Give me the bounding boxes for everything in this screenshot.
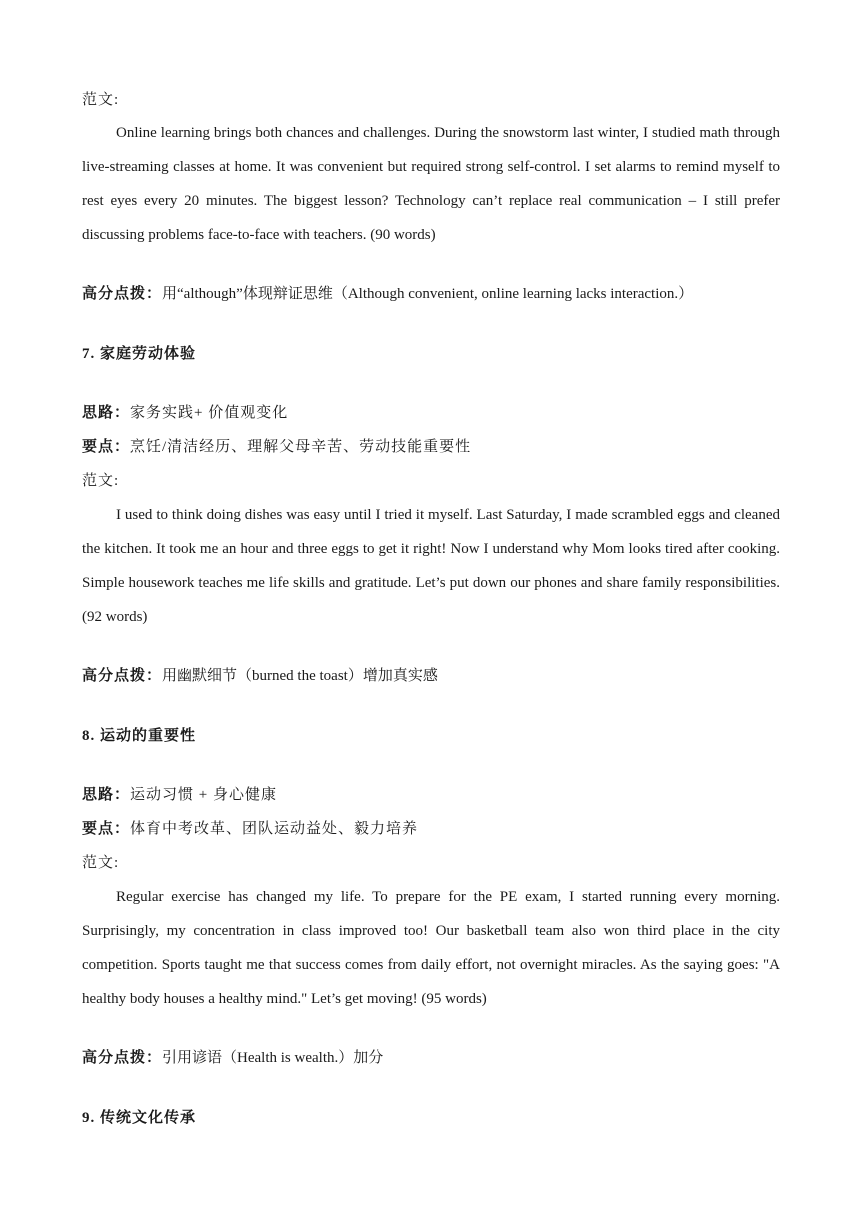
section-heading-8: 8. 运动的重要性 (82, 728, 197, 744)
tip-label: 高分点拨： (82, 668, 163, 684)
silu-label: 思路： (82, 405, 131, 421)
tip-text: 引用谚语（Health is wealth.）加分 (162, 1050, 384, 1066)
yaodian-8 (82, 812, 780, 846)
tip-online-learning (82, 277, 780, 311)
essay-online-learning: Online learning brings both chances and challenges. During the snowstorm last winter, I studied math through live-streaming classes at home. It was convenient but required strong self-control. I set alarms to remind myself to rest eyes every 20 minutes. The biggest lesson? Technology can’t replace real communication – I still prefer discussing problems face-to-face with teachers. (90 words) (82, 125, 780, 243)
yaodian-text: 烹饪/清洁经历、理解父母辛苦、劳动技能重要性 (130, 439, 472, 455)
silu-text: 家务实践+ 价值观变化 (130, 405, 289, 421)
silu-8 (82, 778, 780, 812)
section-heading-9: 9. 传统文化传承 (82, 1110, 197, 1126)
yaodian-label: 要点： (82, 439, 131, 455)
essay-exercise: Regular exercise has changed my life. To prepare for the PE exam, I started running every morning. Surprisingly, my concentration in class improved too! Our basketball team also won third place in the city competition. Sports taught me that success comes from daily effort, not overnight miracles. As the saying goes: "A healthy body houses a healthy mind." Let’s get moving! (95 words) (82, 889, 780, 1007)
silu-text: 运动习惯 + 身心健康 (130, 787, 277, 803)
fanwen-label: 范文: (82, 92, 120, 108)
silu-label: 思路： (82, 787, 131, 803)
tip-text: 用幽默细节（burned the toast）增加真实感 (162, 668, 438, 684)
yaodian-text: 体育中考改革、团队运动益处、毅力培养 (130, 821, 419, 837)
yaodian-7 (82, 430, 780, 464)
section-heading-7: 7. 家庭劳动体验 (82, 346, 197, 362)
yaodian-label: 要点： (82, 821, 131, 837)
essay-housework: I used to think doing dishes was easy until I tried it myself. Last Saturday, I made scrambled eggs and cleaned the kitchen. It took me an hour and three eggs to get it right! Now I understand why Mom looks tired after cooking. Simple housework teaches me life skills and gratitude. Let’s put down our phones and share family responsibilities. (92 words) (82, 507, 780, 625)
tip-text: 用“although”体现辩证思维（Although convenient, online learning lacks interaction.） (162, 286, 694, 302)
tip-exercise (82, 1041, 780, 1075)
tip-housework (82, 659, 780, 693)
fanwen-label: 范文: (82, 473, 120, 489)
silu-7 (82, 396, 780, 430)
tip-label: 高分点拨： (82, 286, 163, 302)
fanwen-label: 范文: (82, 855, 120, 871)
tip-label: 高分点拨： (82, 1050, 163, 1066)
